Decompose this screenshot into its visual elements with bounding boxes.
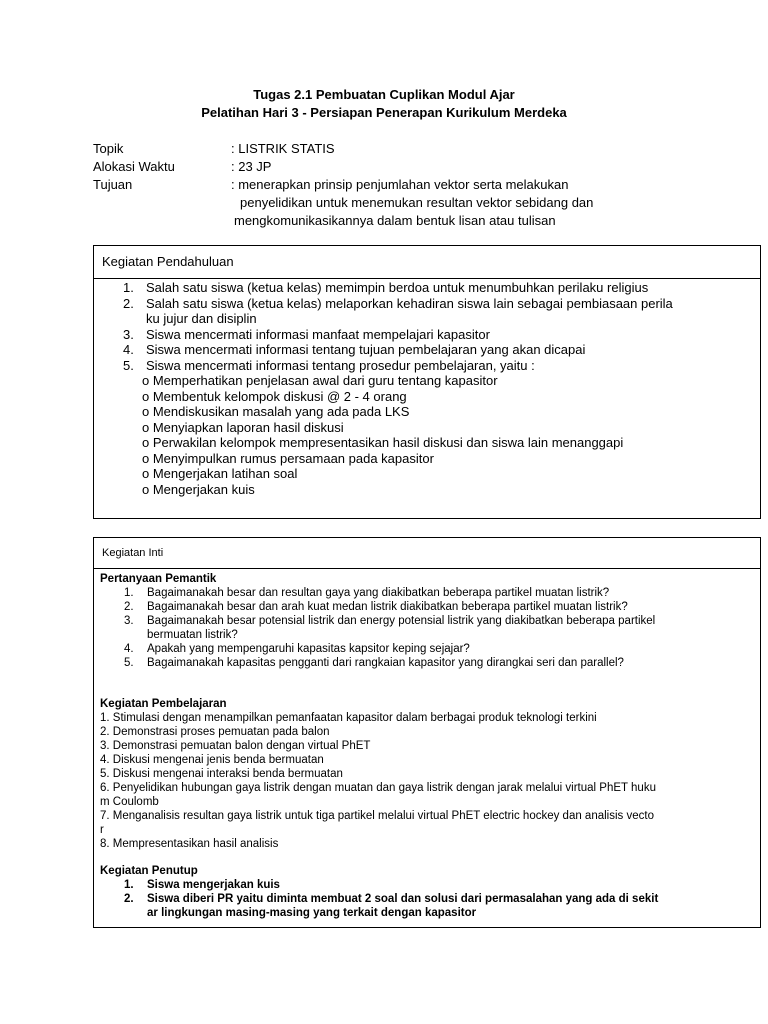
list-item: 5. Siswa mencermati informasi tentang prosedur pembelajaran, yaitu : [123, 357, 535, 373]
pemantik-list [100, 586, 750, 670]
sub-list-item: o Memperhatikan penjelasan awal dari guru tentang kapasitor [142, 373, 498, 388]
sub-list-item: o Menyimpulkan rumus persamaan pada kapasitor [142, 450, 434, 466]
list-item: 3. Bagaimanakah besar potensial listrik dan energy potensial listrik yang diakibatkan beberapa partikel [124, 615, 656, 627]
penutup-list [100, 878, 750, 920]
list-item: 1. Stimulasi dengan menampilkan pemanfaatan kapasitor dalam berbagai produk teknologi terkini [100, 712, 597, 724]
list-item: 5. Diskusi mengenai interaksi benda bermuatan [100, 768, 343, 780]
sub-list-item: o Membentuk kelompok diskusi @ 2 - 4 orang [142, 388, 407, 404]
list-item: 3. Demonstrasi pemuatan balon dengan virtual PhET [100, 740, 371, 752]
list-item: 2. Siswa diberi PR yaitu diminta membuat 2 soal dan solusi dari permasalahan yang ada di sekit [124, 893, 659, 905]
sub-list-item: o Mengerjakan latihan soal [142, 466, 298, 481]
list-item: ku jujur dan disiplin [146, 311, 257, 326]
sub-list-item: o Mendiskusikan masalah yang ada pada LKS [142, 404, 410, 419]
list-item: r [100, 824, 104, 836]
tujuan-value-line3: mengkomunikasikannya dalam bentuk lisan atau tulisan [234, 213, 556, 228]
list-item: 8. Mempresentasikan hasil analisis [100, 838, 279, 850]
document-subtitle: Pelatihan Hari 3 - Persiapan Penerapan Kurikulum Merdeka [201, 105, 567, 120]
list-item: 1. Salah satu siswa (ketua kelas) memimpin berdoa untuk menumbuhkan perilaku religius [123, 280, 649, 295]
list-item: 2. Salah satu siswa (ketua kelas) melaporkan kehadiran siswa lain sebagai pembiasaan perila [123, 295, 673, 311]
list-item: 6. Penyelidikan hubungan gaya listrik dengan muatan dan gaya listrik dengan jarak melalui virtual PhET huku [100, 782, 656, 794]
tujuan-value-line2: penyelidikan untuk menemukan resultan vektor sebidang dan [240, 195, 594, 210]
list-item: m Coulomb [100, 796, 159, 808]
pemantik-heading: Pertanyaan Pemantik [100, 573, 217, 585]
list-item: 1. Siswa mengerjakan kuis [124, 879, 280, 891]
tujuan-value-line1: : menerapkan prinsip penjumlahan vektor serta melakukan [231, 177, 569, 192]
alokasi-value: : 23 JP [231, 159, 272, 174]
list-item: 7. Menganalisis resultan gaya listrik untuk tiga partikel melalui virtual PhET electric hockey dan analisis vecto [100, 810, 654, 822]
pembelajaran-list [100, 711, 750, 851]
list-item: 2. Bagaimanakah besar dan arah kuat medan listrik diakibatkan beberapa partikel muatan listrik? [124, 601, 628, 613]
list-item: 2. Demonstrasi proses pemuatan pada balon [100, 726, 330, 738]
tujuan-label: Tujuan [93, 177, 133, 192]
sub-list-item: o Mengerjakan kuis [142, 481, 255, 497]
list-item: 4. Apakah yang mempengaruhi kapasitas kapsitor keping sejajar? [124, 643, 470, 655]
list-item: 3. Siswa mencermati informasi manfaat mempelajari kapasitor [123, 326, 490, 342]
pendahuluan-list [94, 280, 760, 497]
inti-content [100, 570, 750, 920]
list-item: ar lingkungan masing-masing yang terkait dengan kapasitor [147, 907, 477, 919]
list-item: 5. Bagaimanakah kapasitas pengganti dari rangkaian kapasitor yang dirangkai seri dan parallel? [124, 657, 624, 669]
pendahuluan-heading: Kegiatan Pendahuluan [94, 246, 760, 279]
sub-list-item: o Perwakilan kelompok mempresentasikan hasil diskusi dan siswa lain menanggapi [142, 435, 624, 450]
pendahuluan-box [93, 245, 761, 519]
pembelajaran-heading: Kegiatan Pembelajaran [100, 698, 227, 710]
inti-box [93, 537, 761, 928]
list-item: 1. Bagaimanakah besar dan resultan gaya yang diakibatkan beberapa partikel muatan listrik? [124, 587, 610, 599]
topik-value: : LISTRIK STATIS [231, 141, 335, 156]
sub-list-item: o Menyiapkan laporan hasil diskusi [142, 419, 344, 435]
document-title: Tugas 2.1 Pembuatan Cuplikan Modul Ajar [253, 87, 515, 102]
alokasi-label: Alokasi Waktu [93, 159, 175, 174]
list-item: bermuatan listrik? [147, 629, 238, 641]
topik-label: Topik [93, 141, 124, 156]
list-item: 4. Diskusi mengenai jenis benda bermuatan [100, 754, 324, 766]
inti-heading: Kegiatan Inti [94, 538, 760, 569]
list-item: 4. Siswa mencermati informasi tentang tujuan pembelajaran yang akan dicapai [123, 342, 586, 357]
penutup-heading: Kegiatan Penutup [100, 865, 198, 877]
